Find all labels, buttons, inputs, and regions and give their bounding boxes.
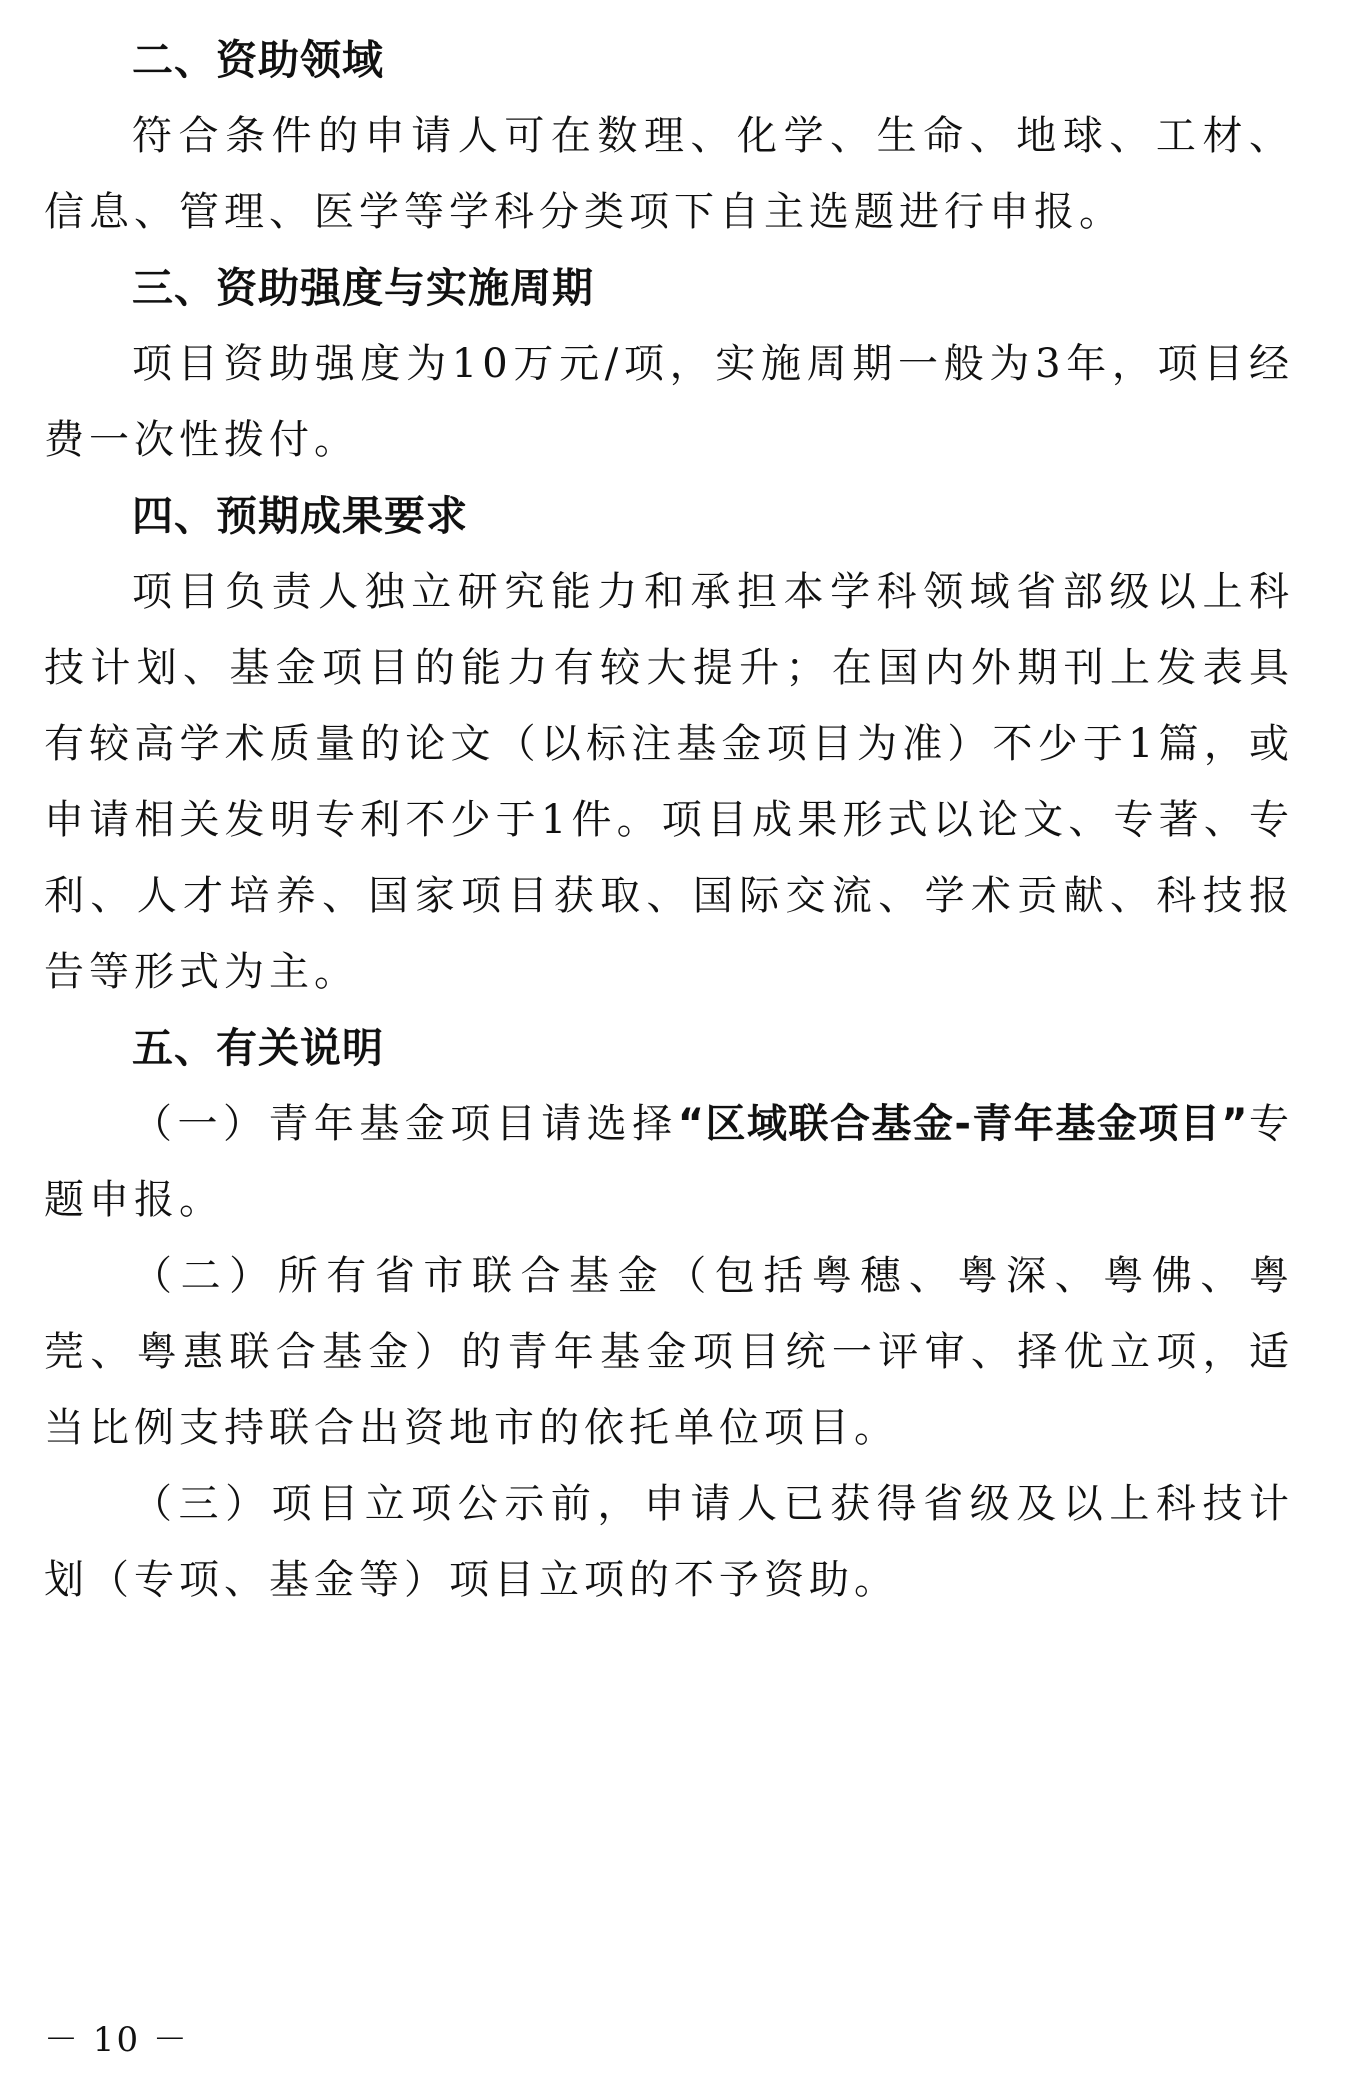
document-body: [44, 22, 1294, 1618]
note-text: （一）青年基金项目请选择: [132, 1101, 678, 1147]
section-heading: 三、资助强度与实施周期: [132, 264, 594, 312]
section-heading: 四、预期成果要求: [132, 492, 468, 540]
section-expected-outcomes: [44, 478, 1294, 1010]
section-heading: 二、资助领域: [132, 36, 384, 84]
section-heading: 五、有关说明: [132, 1024, 384, 1072]
paragraph: 项目负责人独立研究能力和承担本学科领域省部级以上科技计划、基金项目的能力有较大提升；在国内外期刊上发表具有较高学术质量的论文（以标注基金项目为准）不少于1篇，或申请相关发明专利不少于1件。项目成果形式以论文、专著、专利、人才培养、国家项目获取、国际交流、学术贡献、科技报告等形式为主。: [44, 569, 1294, 995]
paragraph-note-3: （三）项目立项公示前，申请人已获得省级及以上科技计划（专项、基金等）项目立项的不予资助。: [44, 1481, 1294, 1603]
section-notes: [44, 1010, 1294, 1618]
note-text: 专题申报。: [44, 1101, 1295, 1223]
paragraph: 项目资助强度为10万元/项，实施周期一般为3年，项目经费一次性拨付。: [44, 341, 1294, 463]
emphasized-topic: “区域联合基金-青年基金项目”: [677, 1101, 1249, 1147]
section-funding-areas: [44, 22, 1294, 250]
paragraph-note-2: （二）所有省市联合基金（包括粤穗、粤深、粤佛、粤莞、粤惠联合基金）的青年基金项目统一评审、择优立项，适当比例支持联合出资地市的依托单位项目。: [44, 1253, 1294, 1451]
paragraph-note-1: [44, 1086, 1294, 1238]
section-funding-intensity: [44, 250, 1294, 478]
paragraph: 符合条件的申请人可在数理、化学、生命、地球、工材、信息、管理、医学等学科分类项下自主选题进行申报。: [44, 113, 1294, 235]
page-number: － 10 －: [44, 2020, 189, 2060]
